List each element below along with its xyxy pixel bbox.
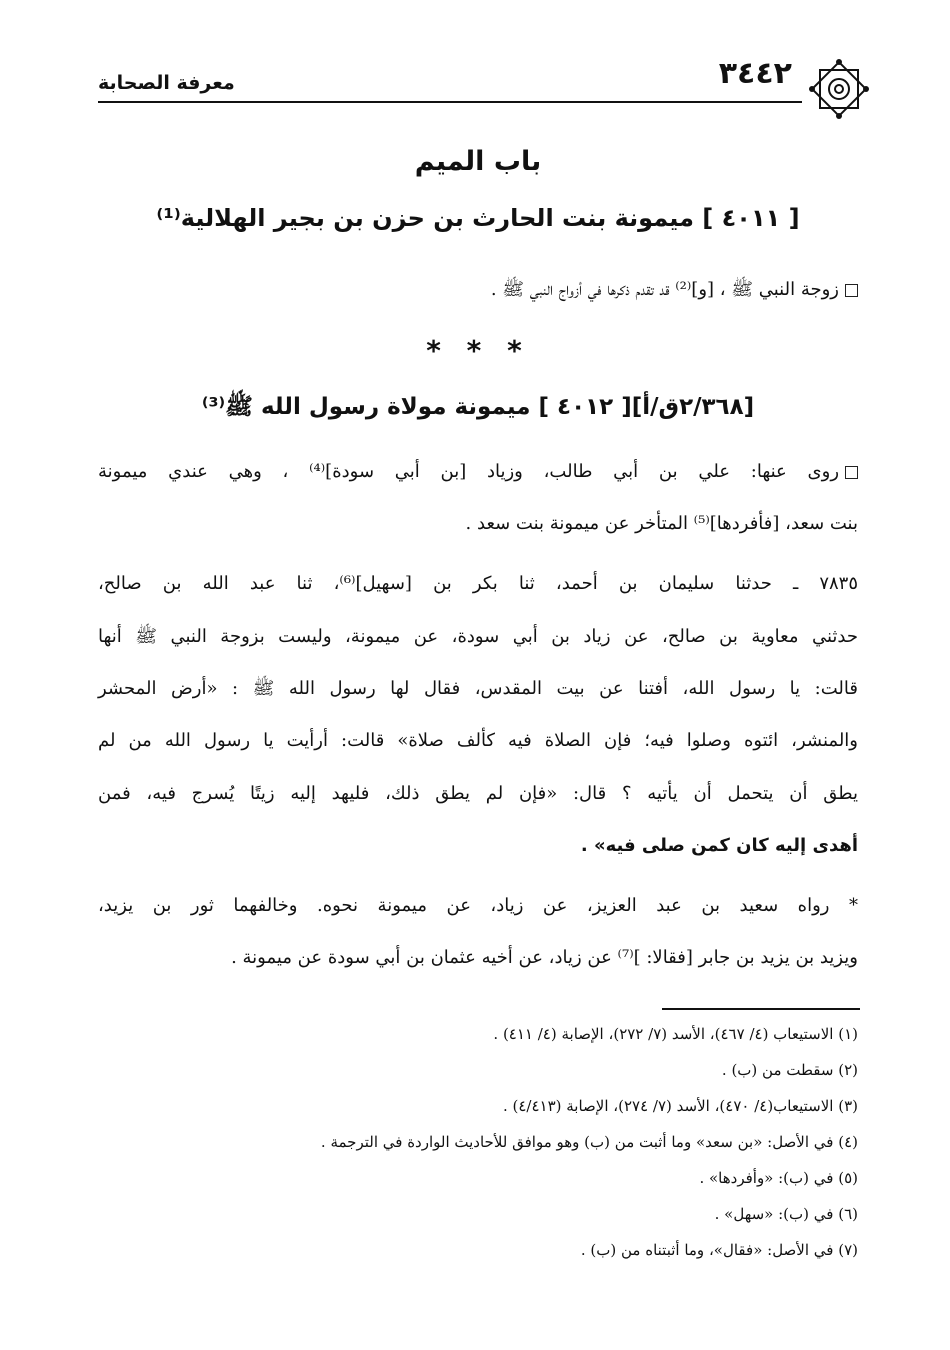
hadith-line-4: والمنشر، ائتوه وصلوا فيه؛ فإن الصلاة فيه كألف صلاة» قالت: أرأيت يا رسول الله من لم bbox=[98, 730, 858, 751]
entry-text-4011 bbox=[98, 276, 858, 304]
footnote-6: (٦) في (ب): «سهل» . bbox=[714, 1205, 858, 1223]
entry-text-4012-line-2: بنت سعد، [فأفردها]⁽⁵⁾ المتأخر عن ميمونة بنت سعد . bbox=[465, 513, 858, 534]
footnote-rule bbox=[662, 1008, 860, 1010]
footnote-4: (٤) في الأصل: «بن سعد» وما أثبت من (ب) وهو موافق للأحاديث الواردة في الترجمة . bbox=[320, 1133, 858, 1151]
square-bullet-icon bbox=[845, 284, 858, 297]
entry-text-4012-line-1-body: روى عنها: علي بن أبي طالب، وزياد [بن أبي سودة]⁽⁴⁾ ، وهي عندي ميمونة bbox=[98, 461, 840, 482]
entry-heading-4011: [ ٤٠١١ ] ميمونة بنت الحارث بن حزن بن بجير الهلالية⁽¹⁾ bbox=[156, 204, 800, 232]
footnote-7: (٧) في الأصل: «فقال»، وما أثبتناه من (ب) . bbox=[580, 1241, 858, 1259]
commentary-line-1: * رواه سعيد بن عبد العزيز، عن زياد، عن ميمونة نحوه. وخالفهما ثور بن يزيد، bbox=[98, 895, 858, 916]
hadith-line-3: قالت: يا رسول الله، أفتنا عن بيت المقدس، فقال لها رسول الله ﷺ : «أرض المحشر bbox=[98, 678, 858, 699]
hadith-line-1: ٧٨٣٥ ـ حدثنا سليمان بن أحمد، ثنا بكر بن [سهيل]⁽⁶⁾، ثنا عبد الله بن صالح، bbox=[98, 573, 858, 594]
hadith-line-6: أهدى إليه كان كمن صلى فيه» . bbox=[580, 835, 858, 856]
entry-text-4012-line-1 bbox=[98, 458, 858, 486]
entry-heading-4012: [٢/٣٦٨ق/أ][ ٤٠١٢ ] ميمونة مولاة رسول الله ﷺ⁽³⁾ bbox=[201, 394, 755, 420]
ornament-star-icon bbox=[808, 58, 870, 120]
hadith-line-2: حدثني معاوية بن صالح، عن زياد بن أبي سودة، عن ميمونة، وليست بزوجة النبي ﷺ أنها bbox=[98, 626, 858, 647]
commentary-line-2: ويزيد بن يزيد بن جابر [فقالا: ]⁽⁷⁾ عن زياد، عن أخيه عثمان بن أبي سودة عن ميمونة . bbox=[231, 947, 858, 968]
entry-text-4011-body: زوجة النبي ﷺ ، [و]⁽²⁾ قد تقدم ذكرها في أزواج النبي ﷺ . bbox=[490, 279, 839, 300]
header-rule bbox=[98, 101, 802, 103]
square-bullet-icon bbox=[845, 466, 858, 479]
separator-stars: * * * bbox=[426, 334, 530, 367]
footnote-5: (٥) في (ب): «وأفردها» . bbox=[699, 1169, 858, 1187]
footnote-1: (١) الاستيعاب (٤/ ٤٦٧)، الأسد (٧/ ٢٧٢)، الإصابة (٤/ ٤١١) . bbox=[493, 1025, 858, 1043]
section-heading: باب الميم bbox=[414, 146, 542, 177]
hadith-line-5: يطق أن يتحمل أن يأتيه ؟ قال: «فإن لم يطق ذلك، فليهد إليه زيتًا يُسرج فيه، فمن bbox=[98, 783, 858, 804]
page-number: ٣٤٤٢ bbox=[718, 56, 792, 91]
footnote-3: (٣) الاستيعاب(٤/ ٤٧٠)، الأسد (٧/ ٢٧٤)، الإصابة (٤/٤١٣) . bbox=[502, 1097, 858, 1115]
running-title: معرفة الصحابة bbox=[98, 72, 235, 94]
footnote-2: (٢) سقطت من (ب) . bbox=[721, 1061, 858, 1079]
